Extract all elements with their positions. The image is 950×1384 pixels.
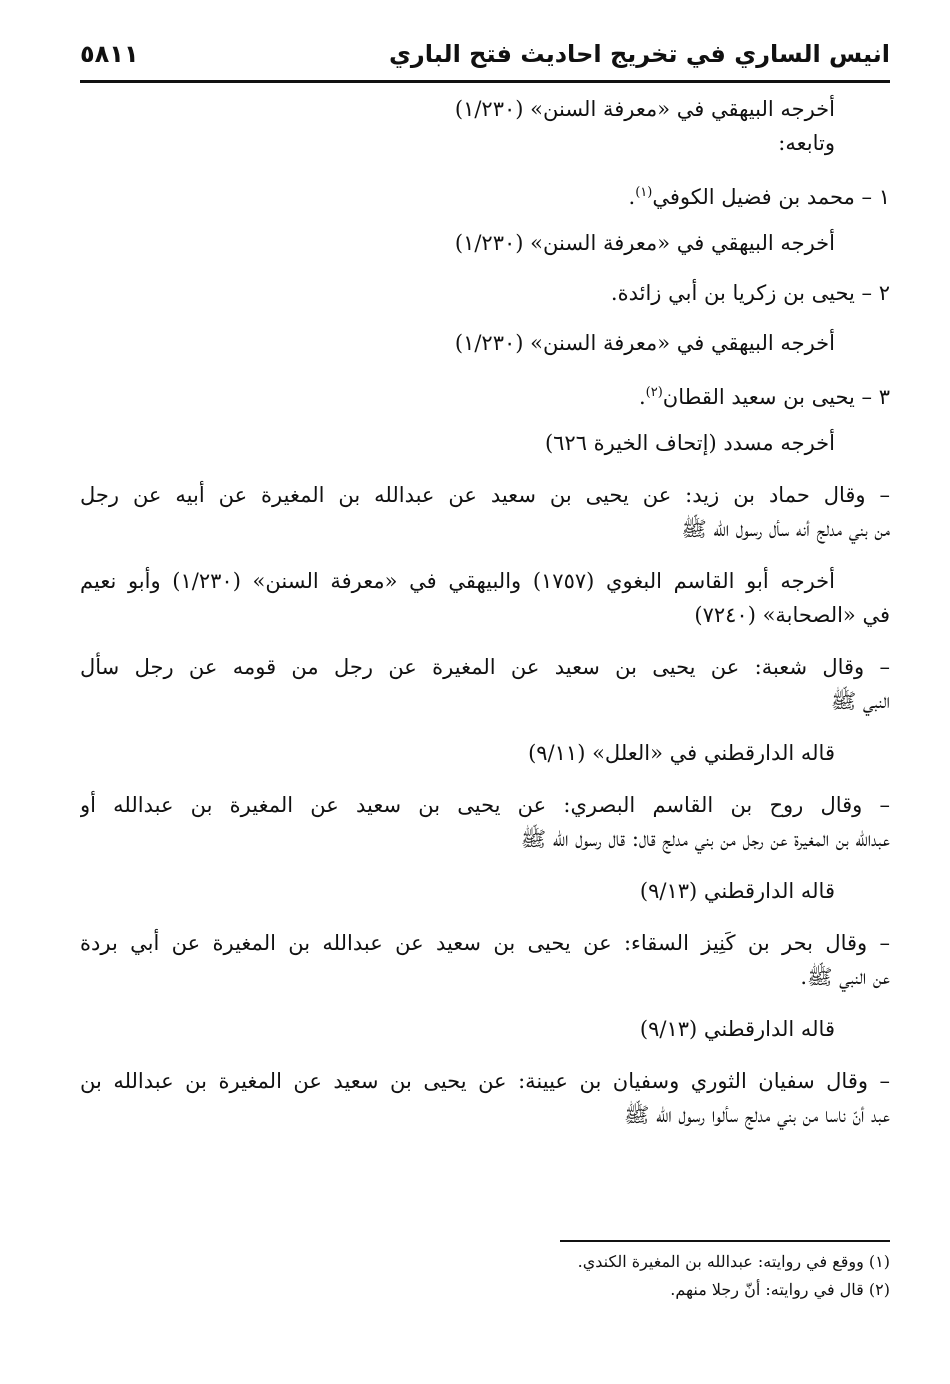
text-line: من بني مدلج أنه سأل رسول الله ﷺ <box>681 517 890 541</box>
footnote-marker: (٢) <box>645 385 663 400</box>
text-line: النبي ﷺ <box>830 689 890 713</box>
text-line: في «الصحابة» (٧٢٤٠) <box>694 603 890 627</box>
list-item-text: ٣ – يحيى بن سعيد القطان <box>662 385 890 409</box>
header-title: انيس الساري في تخريج احاديث فتح الباري <box>388 40 890 68</box>
list-item-punct: . <box>638 385 646 409</box>
list-item <box>80 376 890 410</box>
text-line: – وقال بحر بن كَنِيز السقاء: عن يحيى بن سعيد عن عبدالله بن المغيرة عن أبي بردة <box>80 931 890 955</box>
text-line: وتابعه: <box>778 131 835 155</box>
header-rule <box>80 80 890 83</box>
text-line: – وقال حماد بن زيد: عن يحيى بن سعيد عن عبدالله بن المغيرة عن أبيه عن رجل <box>80 483 890 507</box>
running-header <box>80 40 890 76</box>
text-line: أخرجه البيهقي في «معرفة السنن» (١/٢٣٠) <box>454 97 835 121</box>
list-item-text: ١ – محمد بن فضيل الكوفي <box>652 185 890 209</box>
text-line: قاله الدارقطني في «العلل» (٩/١١) <box>528 741 835 765</box>
text-line: أخرجه البيهقي في «معرفة السنن» (١/٢٣٠) <box>454 231 835 255</box>
text-line: قاله الدارقطني (٩/١٣) <box>639 879 835 903</box>
footnote: (٢) قال في روايته: أنّ رجلا منهم. <box>670 1280 890 1299</box>
footnote: (١) ووقع في روايته: عبدالله بن المغيرة الكندي. <box>577 1252 890 1271</box>
text-line: – وقال روح بن القاسم البصري: عن يحيى بن سعيد عن المغيرة بن عبدالله أو <box>80 793 890 817</box>
footnote-rule <box>560 1240 890 1242</box>
text-line: عبد أنّ ناسا من بني مدلج سألوا رسول الله ﷺ <box>624 1103 890 1127</box>
list-item <box>80 176 890 210</box>
text-line: قاله الدارقطني (٩/١٣) <box>639 1017 835 1041</box>
text-line: أخرجه مسدد (إتحاف الخيرة ٦٢٦) <box>544 431 835 455</box>
main-text <box>80 92 890 1132</box>
list-item-punct: . <box>628 185 636 209</box>
list-item: ٢ – يحيى بن زكريا بن أبي زائدة. <box>610 281 890 305</box>
text-line: – وقال شعبة: عن يحيى بن سعيد عن المغيرة عن رجل من قومه عن رجل سأل <box>80 655 890 679</box>
text-line: أخرجه أبو القاسم البغوي (١٧٥٧) والبيهقي في «معرفة السنن» (١/٢٣٠) وأبو نعيم <box>80 569 835 593</box>
footnotes <box>80 1248 890 1304</box>
page-number: ٥٨١١ <box>80 40 139 68</box>
text-line: عن النبي ﷺ. <box>800 965 890 989</box>
text-line: أخرجه البيهقي في «معرفة السنن» (١/٢٣٠) <box>454 331 835 355</box>
text-line: – وقال سفيان الثوري وسفيان بن عيينة: عن يحيى بن سعيد عن المغيرة بن عبدالله بن <box>80 1069 890 1093</box>
footnote-marker: (١) <box>635 185 653 200</box>
text-line: عبدالله بن المغيرة عن رجل من بني مدلج قال: قال رسول الله ﷺ <box>520 827 890 851</box>
